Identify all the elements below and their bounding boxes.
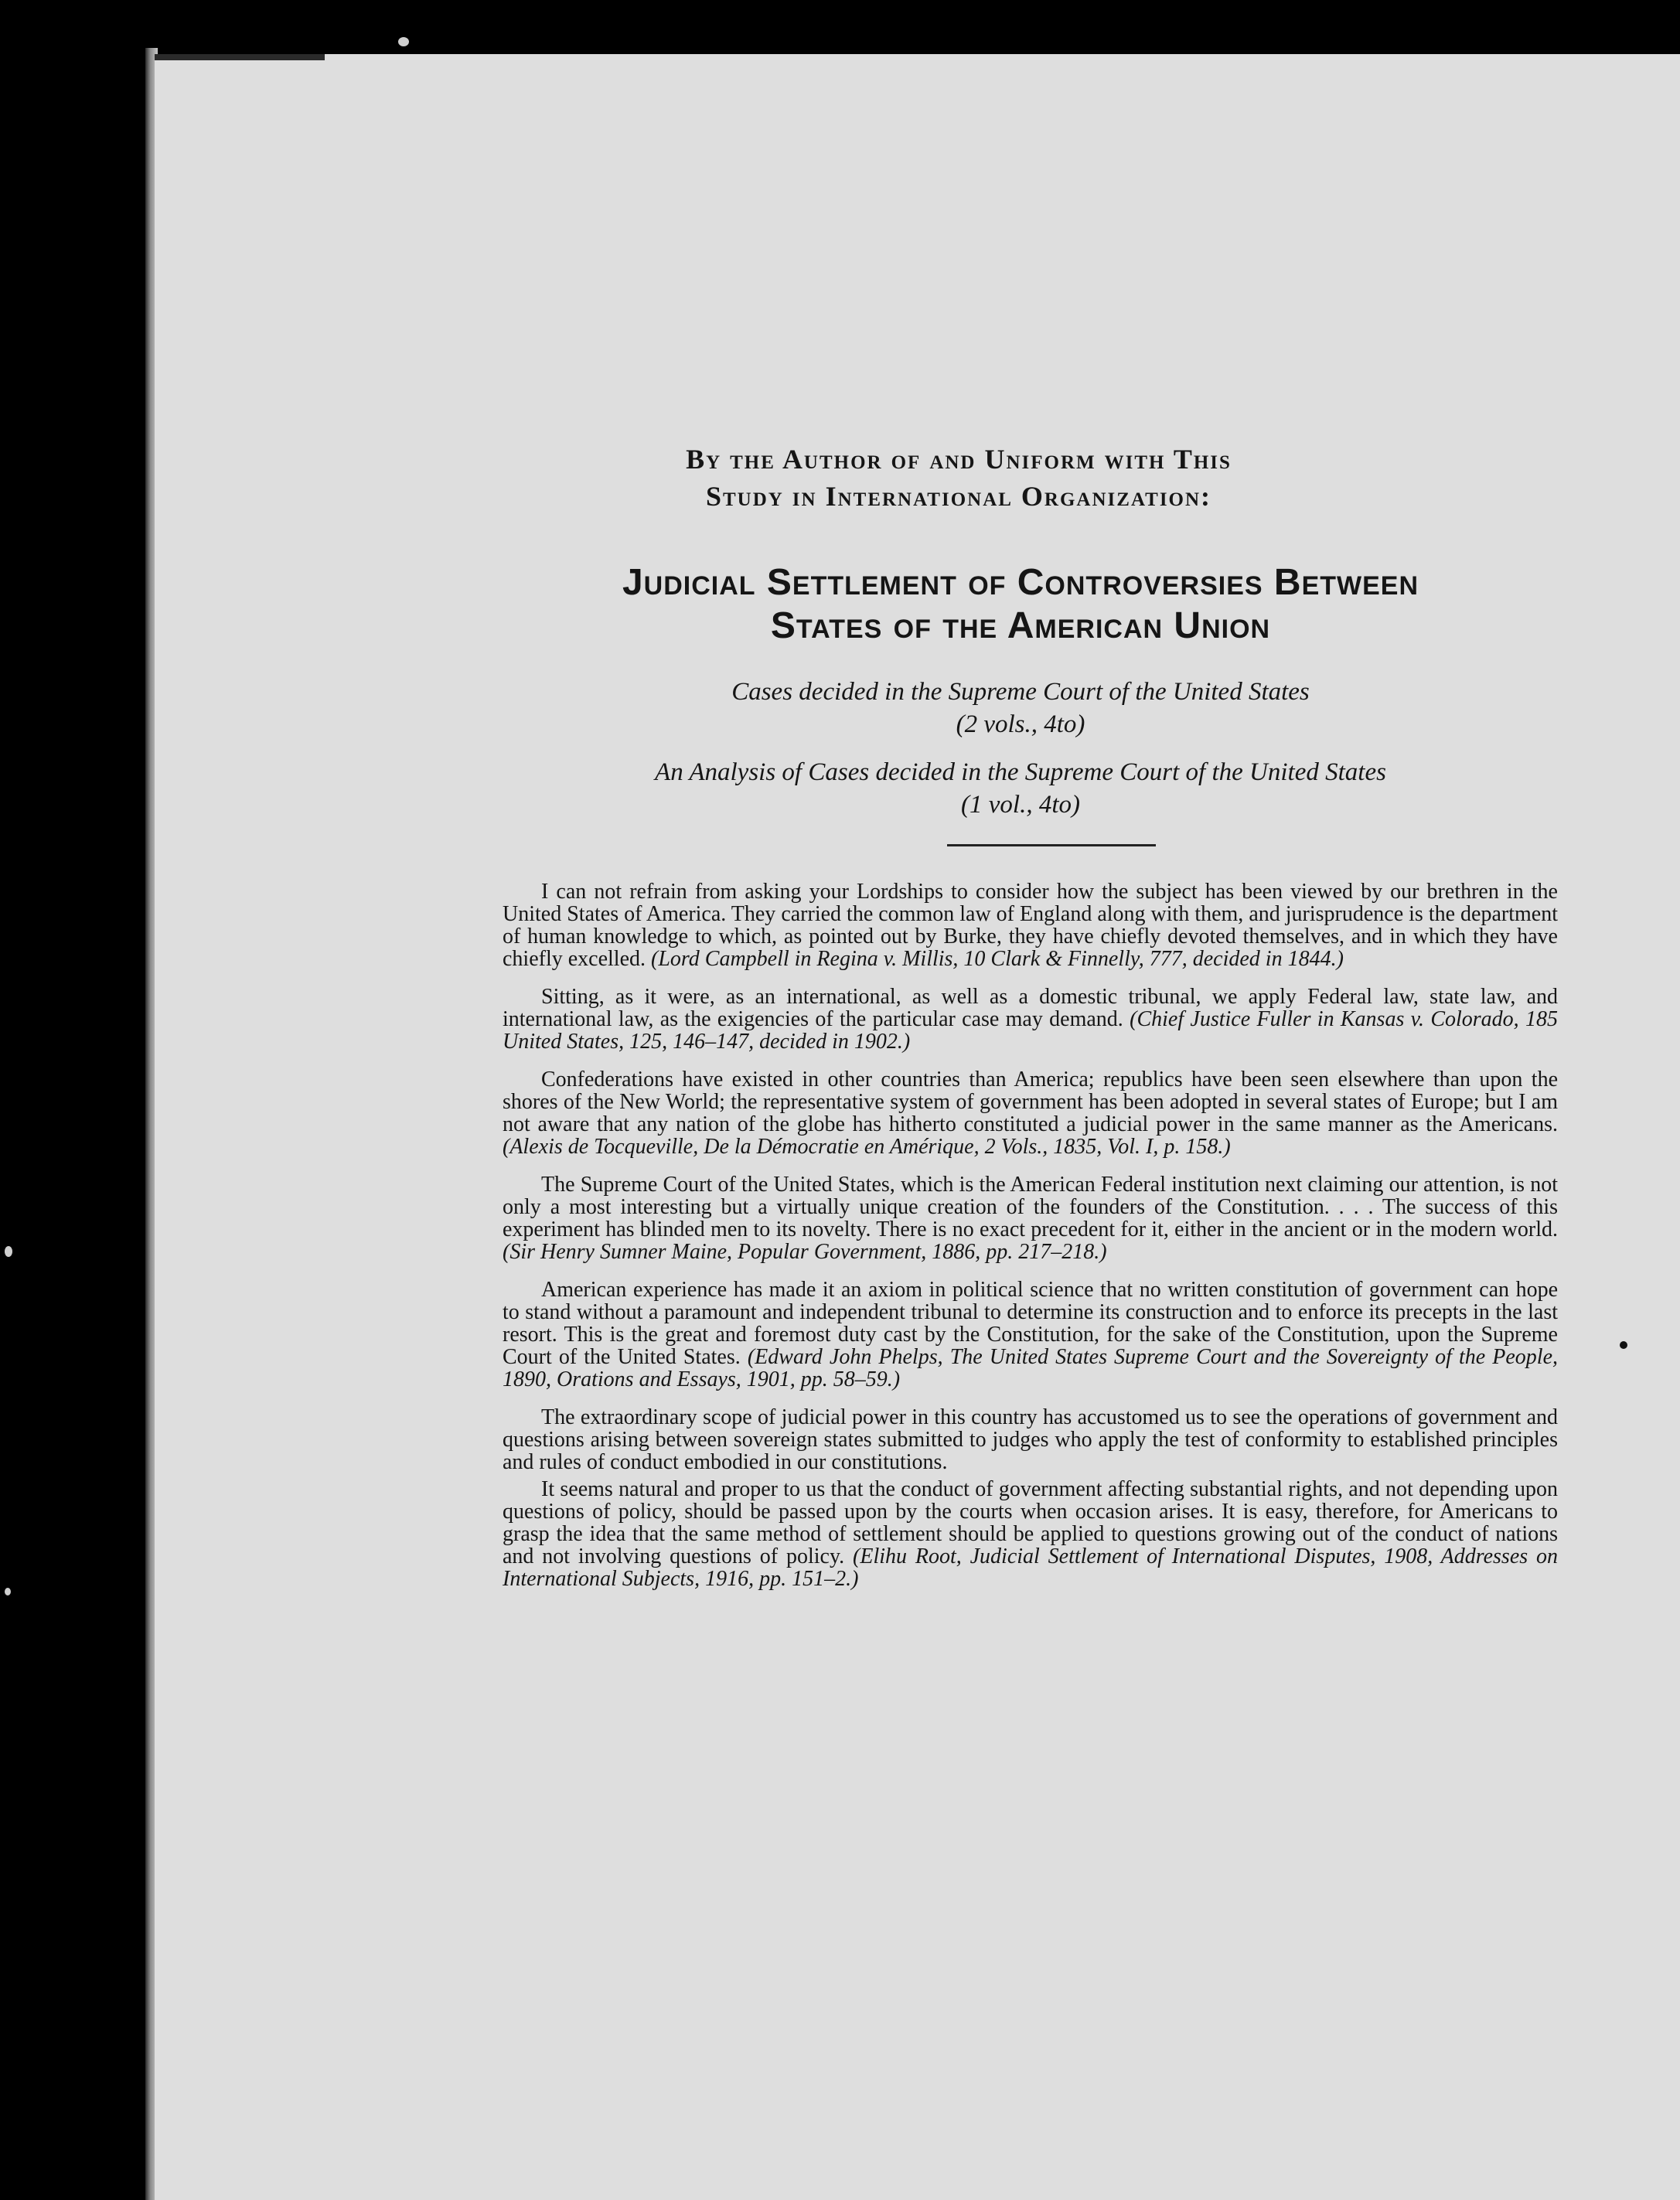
- quote-text: The Supreme Court of the United States, which is the American Federal institution next claiming our attention, is not only a most interesting but a virtually unique creation of the founders of the Constitution. . . . The success of this experiment has blinded men to its novelty. There is no exact precedent for it, either in the ancient or in the modern world.: [503, 1173, 1558, 1241]
- quote-text: Confederations have existed in other countries than America; republics have been seen elsewhere than upon the shores of the New World; the representative system of government has been adopted in several states of Europe; but I am not aware that any nation of the globe has hitherto constituted a judicial power in the same manner as the Americans.: [503, 1068, 1558, 1136]
- subtitle-analysis: [503, 756, 1539, 821]
- subtitle-volumes: (1 vol., 4to): [961, 791, 1080, 819]
- title-line: States of the American Union: [770, 605, 1271, 646]
- page-speck: [398, 37, 409, 46]
- title-line: Judicial Settlement of Controversies Between: [622, 562, 1419, 603]
- subtitle-title: Cases decided in the Supreme Court of the United States: [731, 678, 1310, 706]
- quote-citation: (Elihu Root, Judicial Settlement of International Disputes, 1908, Addresses on International Subjects, 1916, pp. 151–2.): [503, 1544, 1559, 1591]
- page-speck: [5, 1588, 11, 1596]
- quote-paragraph: [503, 1279, 1558, 1391]
- quote-text: I can not refrain from asking your Lordships to consider how the subject has been viewed by our brethren in the United States of America. They carried the common law of England along with them, and jurisprudence is the department of human knowledge to which, as pointed out by Burke, they have chiefly devoted themselves, and in which they have chiefly excelled.: [503, 880, 1558, 971]
- quote-citation: (Alexis de Tocqueville, De la Démocratie en Amérique, 2 Vols., 1835, Vol. I, p. 158.): [503, 1135, 1231, 1159]
- subtitle-title: An Analysis of Cases decided in the Supreme Court of the United States: [655, 758, 1386, 786]
- preface-line: Study in International Organization:: [705, 481, 1212, 512]
- page-corner-shadow: [155, 54, 325, 60]
- quote-paragraph: [503, 986, 1558, 1053]
- quote-text: It seems natural and proper to us that the conduct of government affecting substantial rights, and not depending upon questions of policy, should be passed upon by the courts when occasion arises. It is easy, therefore, for Americans to grasp the idea that the same method of settlement should be applied to questions growing out of the conduct of nations and not involving questions of policy.: [503, 1477, 1558, 1568]
- preface-heading: [603, 441, 1314, 515]
- quote-paragraph: [503, 1478, 1558, 1590]
- document-content: [503, 441, 1569, 1606]
- quote-citation: (Edward John Phelps, The United States Supreme Court and the Sovereignty of the People, 1890, Orations and Essays, 1901, pp. 58–59.): [503, 1345, 1559, 1391]
- quote-paragraph: [503, 1068, 1558, 1158]
- ink-dot: [1620, 1341, 1627, 1349]
- quote-text: The extraordinary scope of judicial power in this country has accustomed us to see the operations of government and questions arising between sovereign states submitted to judges who apply the test of conformity to established principles and rules of conduct embodied in our constitutions.: [503, 1405, 1558, 1474]
- divider-rule: [947, 844, 1156, 846]
- quote-paragraph: [503, 880, 1558, 970]
- quote-text: American experience has made it an axiom in political science that no written constitution of government can hope to stand without a paramount and independent tribunal to determine its construction and to enforce its precepts in the last resort. This is the great and foremost duty cast by the Constitution, for the sake of the Constitution, upon the Supreme Court of the United States.: [503, 1278, 1558, 1369]
- preface-line: By the Author of and Uniform with This: [686, 444, 1232, 475]
- subtitle-cases: [503, 676, 1539, 741]
- quote-paragraph: [503, 1406, 1558, 1473]
- subtitle-volumes: (2 vols., 4to): [956, 710, 1085, 738]
- quotations: [503, 880, 1558, 1590]
- quote-citation: (Sir Henry Sumner Maine, Popular Government, 1886, pp. 217–218.): [503, 1240, 1107, 1264]
- quote-citation: (Lord Campbell in Regina v. Millis, 10 Clark & Finnelly, 777, decided in 1844.): [651, 947, 1344, 971]
- book-title: [533, 561, 1508, 648]
- quote-citation: (Chief Justice Fuller in Kansas v. Colorado, 185 United States, 125, 146–147, decided in 1902.): [503, 1007, 1558, 1054]
- page-speck: [5, 1246, 12, 1257]
- quote-paragraph: [503, 1173, 1558, 1263]
- quote-text: Sitting, as it were, as an international, as well as a domestic tribunal, we apply Federal law, state law, and international law, as the exigencies of the particular case may demand.: [503, 985, 1558, 1031]
